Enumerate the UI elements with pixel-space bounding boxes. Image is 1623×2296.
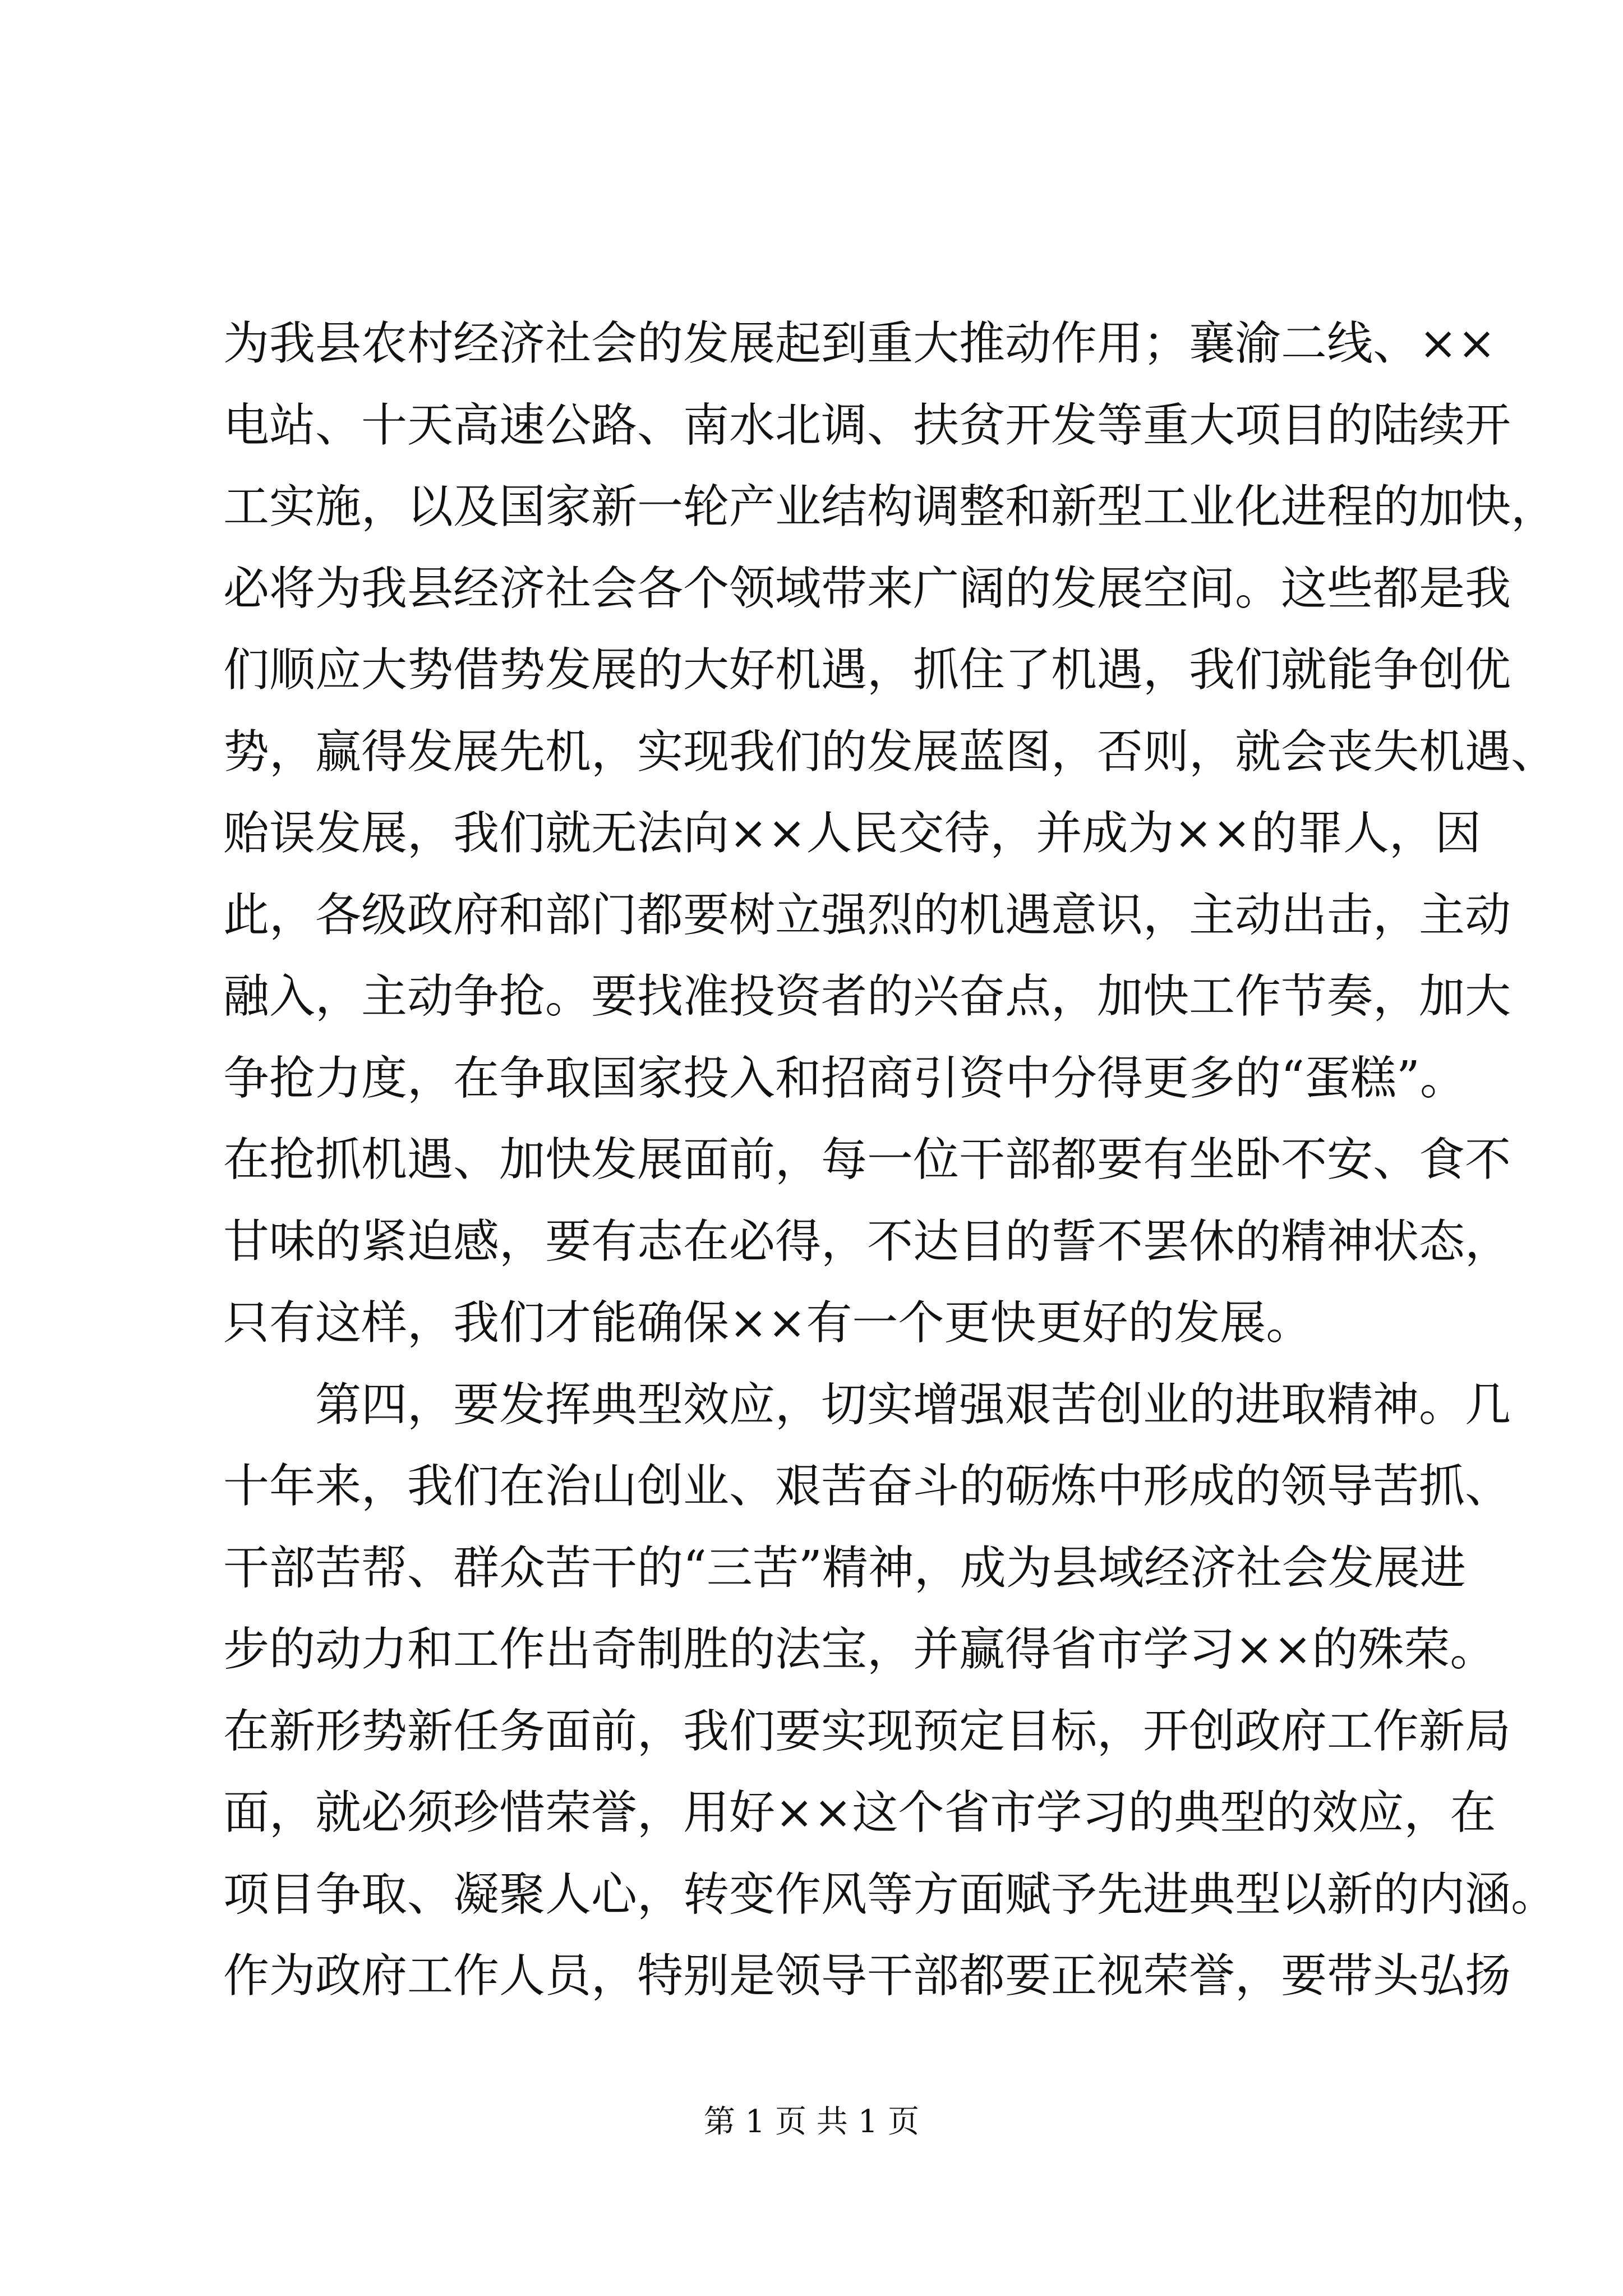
- text-line: 面，就必须珍惜荣誉，用好××这个省市学习的典型的效应，在: [223, 1786, 1496, 1839]
- text-line: 融入，主动争抢。要找准投资者的兴奋点，加快工作节奏，加大: [223, 970, 1511, 1023]
- text-line: 甘味的紧迫感，要有志在必得，不达目的誓不罢休的精神状态，: [223, 1214, 1511, 1268]
- text-line: 作为政府工作人员，特别是领导干部都要正视荣誉，要带头弘扬: [223, 1949, 1511, 2003]
- body-text: [223, 303, 1557, 2017]
- text-line: 为我县农村经济社会的发展起到重大推动作用；襄渝二线、××: [223, 317, 1496, 370]
- text-line: 们顺应大势借势发展的大好机遇，抓住了机遇，我们就能争创优: [223, 643, 1511, 697]
- text-line: 必将为我县经济社会各个领域带来广阔的发展空间。这些都是我: [223, 562, 1511, 615]
- text-line: 工实施，以及国家新一轮产业结构调整和新型工业化进程的加快，: [223, 480, 1557, 533]
- text-line: 电站、十天高速公路、南水北调、扶贫开发等重大项目的陆续开: [223, 398, 1511, 452]
- text-line: 步的动力和工作出奇制胜的法宝，并赢得省市学习××的殊荣。: [223, 1623, 1496, 1676]
- text-line: 项目争取、凝聚人心，转变作风等方面赋予先进典型以新的内涵。: [223, 1867, 1557, 1921]
- text-line: 十年来，我们在治山创业、艰苦奋斗的砺炼中形成的领导苦抓、: [223, 1460, 1511, 1513]
- page-number-label: 第 1 页 共 1 页: [703, 2104, 920, 2140]
- page-footer: [0, 2102, 1623, 2142]
- text-line: 在新形势新任务面前，我们要实现预定目标，开创政府工作新局: [223, 1704, 1511, 1758]
- text-line: 干部苦帮、群众苦干的“三苦”精神，成为县域经济社会发展进: [223, 1541, 1466, 1595]
- text-line: 势，赢得发展先机，实现我们的发展蓝图，否则，就会丧失机遇、: [223, 725, 1557, 779]
- text-line: 在抢抓机遇、加快发展面前，每一位干部都要有坐卧不安、食不: [223, 1133, 1511, 1186]
- text-line: 此，各级政府和部门都要树立强烈的机遇意识，主动出击，主动: [223, 888, 1511, 942]
- text-line: 争抢力度，在争取国家投入和招商引资中分得更多的“蛋糕”。: [223, 1051, 1466, 1105]
- paragraph-start-line: 第四，要发挥典型效应，切实增强艰苦创业的进取精神。几: [315, 1378, 1511, 1432]
- text-line: 只有这样，我们才能确保××有一个更快更好的发展。: [223, 1296, 1312, 1350]
- text-line: 贻误发展，我们就无法向××人民交待，并成为××的罪人，因: [223, 807, 1481, 860]
